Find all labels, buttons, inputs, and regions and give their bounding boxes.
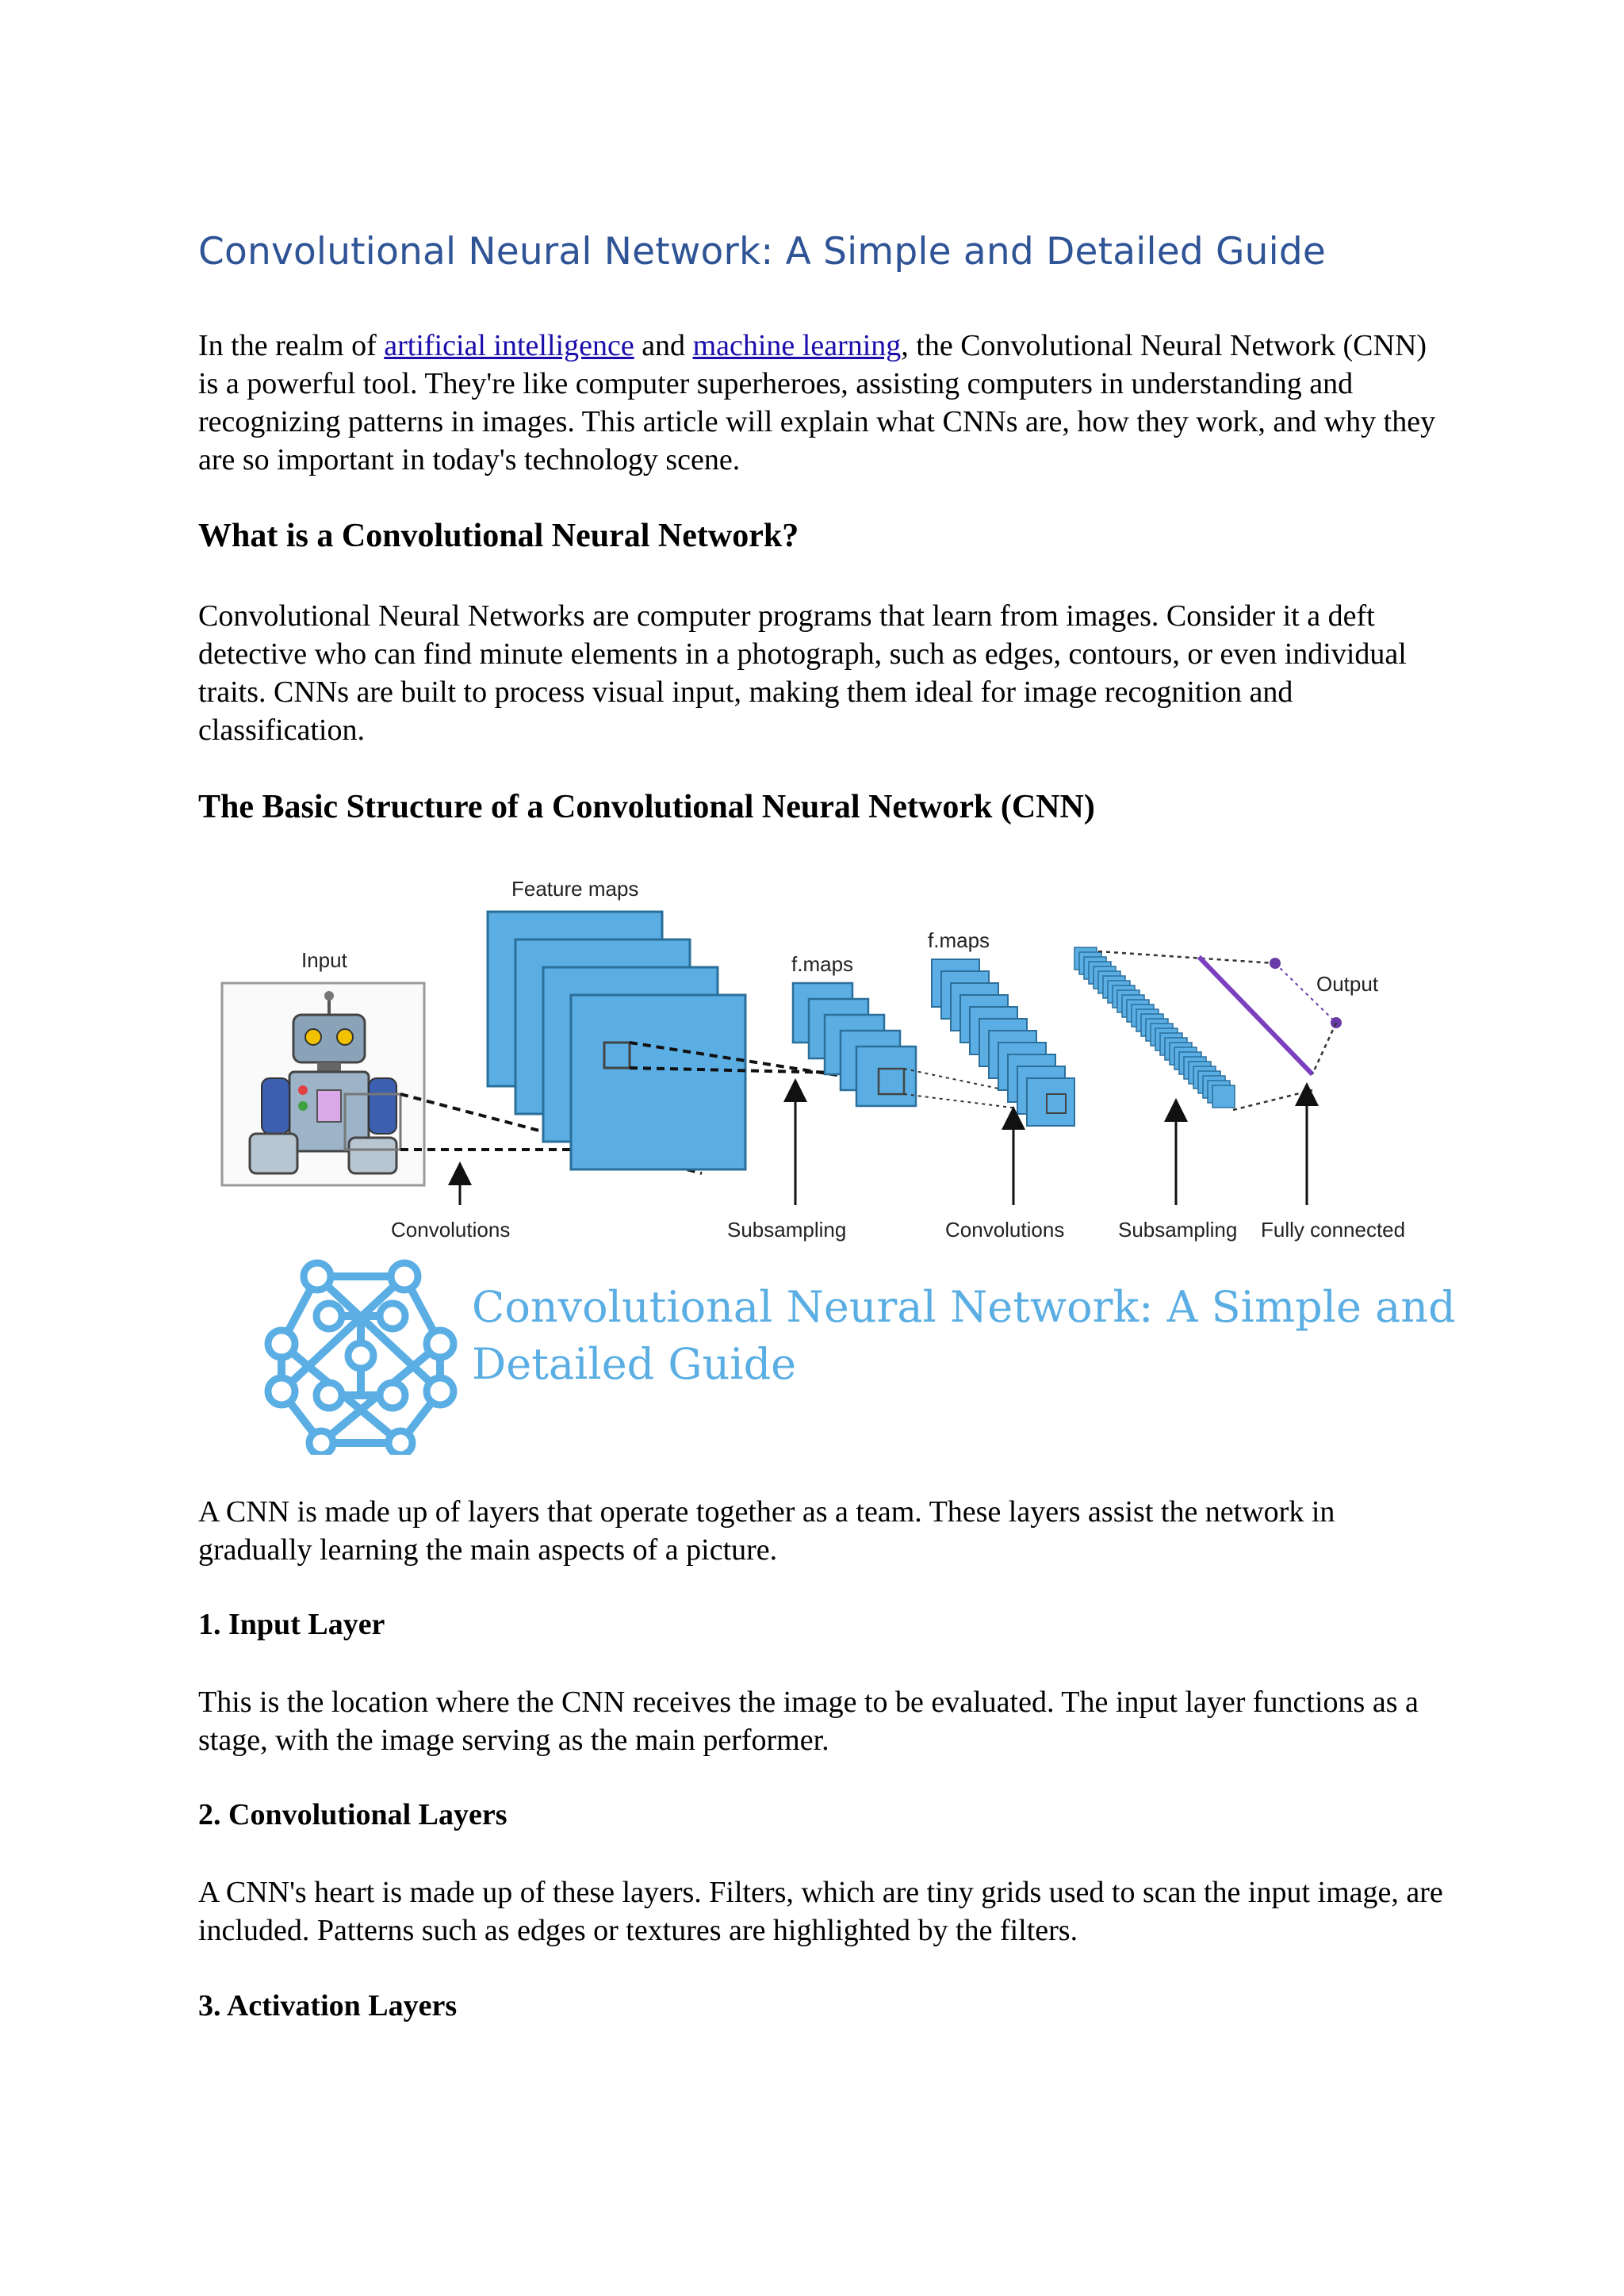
label-feature-maps: Feature maps [511, 877, 639, 901]
link-machine-learning[interactable]: machine learning [692, 329, 902, 362]
guide-banner [262, 1257, 1456, 1455]
intro-text-and: and [634, 329, 693, 362]
section1-heading: What is a Convolutional Neural Network? [198, 518, 799, 554]
banner-line-1: Convolutional Neural Network: A Simple and [472, 1282, 1456, 1332]
intro-text-start: In the realm of [198, 329, 385, 362]
section2-paragraph: A CNN is made up of layers that operate together as a team. These layers assist the network in gradually learning the main aspects of a picture. [198, 1495, 1335, 1567]
label-subsampling-1: Subsampling [727, 1218, 847, 1242]
layer2-paragraph: A CNN's heart is made up of these layers. Filters, which are tiny grids used to scan the input image, are included. Patterns such as edges or textures are highlighted by the filters. [198, 1876, 1443, 1947]
label-subsampling-2: Subsampling [1118, 1218, 1238, 1242]
cnn-architecture-figure [206, 864, 1427, 1261]
label-fully-connected: Fully connected [1261, 1218, 1406, 1242]
layer1-paragraph: This is the location where the CNN receives the image to be evaluated. The input layer functions as a stage, with the image serving as the main performer. [198, 1686, 1419, 1757]
label-convolutions-2: Convolutions [945, 1218, 1065, 1242]
label-convolutions-1: Convolutions [391, 1218, 511, 1242]
label-fmaps-1: f.maps [791, 952, 854, 976]
input-image [222, 983, 424, 1185]
intro-paragraph [198, 327, 1443, 479]
section2-heading: The Basic Structure of a Convolutional Neural Network (CNN) [198, 789, 1095, 825]
link-artificial-intelligence[interactable]: artificial intelligence [384, 329, 634, 362]
document-title: Convolutional Neural Network: A Simple and Detailed Guide [198, 230, 1327, 274]
intro-text-rest: , the Convolutional Neural Network (CNN) is a powerful tool. They're like computer superheroes, assisting computers in understanding and recognizing patterns in images. This article will explain what CNNs are, how they work, and why they are so important in today's technology scene. [198, 329, 1436, 476]
cnn-diagram-svg [206, 864, 1427, 1261]
label-fmaps-2: f.maps [928, 928, 990, 952]
label-output: Output [1316, 972, 1379, 996]
banner-line-2: Detailed Guide [472, 1339, 797, 1389]
network-logo-icon [262, 1257, 460, 1455]
layer2-heading: 2. Convolutional Layers [198, 1798, 508, 1831]
layer3-heading: 3. Activation Layers [198, 1989, 458, 2022]
label-input: Input [301, 948, 347, 972]
section1-paragraph: Convolutional Neural Networks are computer programs that learn from images. Consider it a deft detective who can find minute elements in a photograph, such as edges, contours, or even individual traits. CNNs are built to process visual input, making them ideal for image recognition and classification. [198, 599, 1407, 747]
banner-title [472, 1279, 1456, 1393]
fmaps-stack-1 [793, 983, 916, 1106]
layer1-heading: 1. Input Layer [198, 1608, 385, 1641]
feature-maps-stack [488, 912, 745, 1169]
fmaps-stack-2 [932, 959, 1074, 1126]
